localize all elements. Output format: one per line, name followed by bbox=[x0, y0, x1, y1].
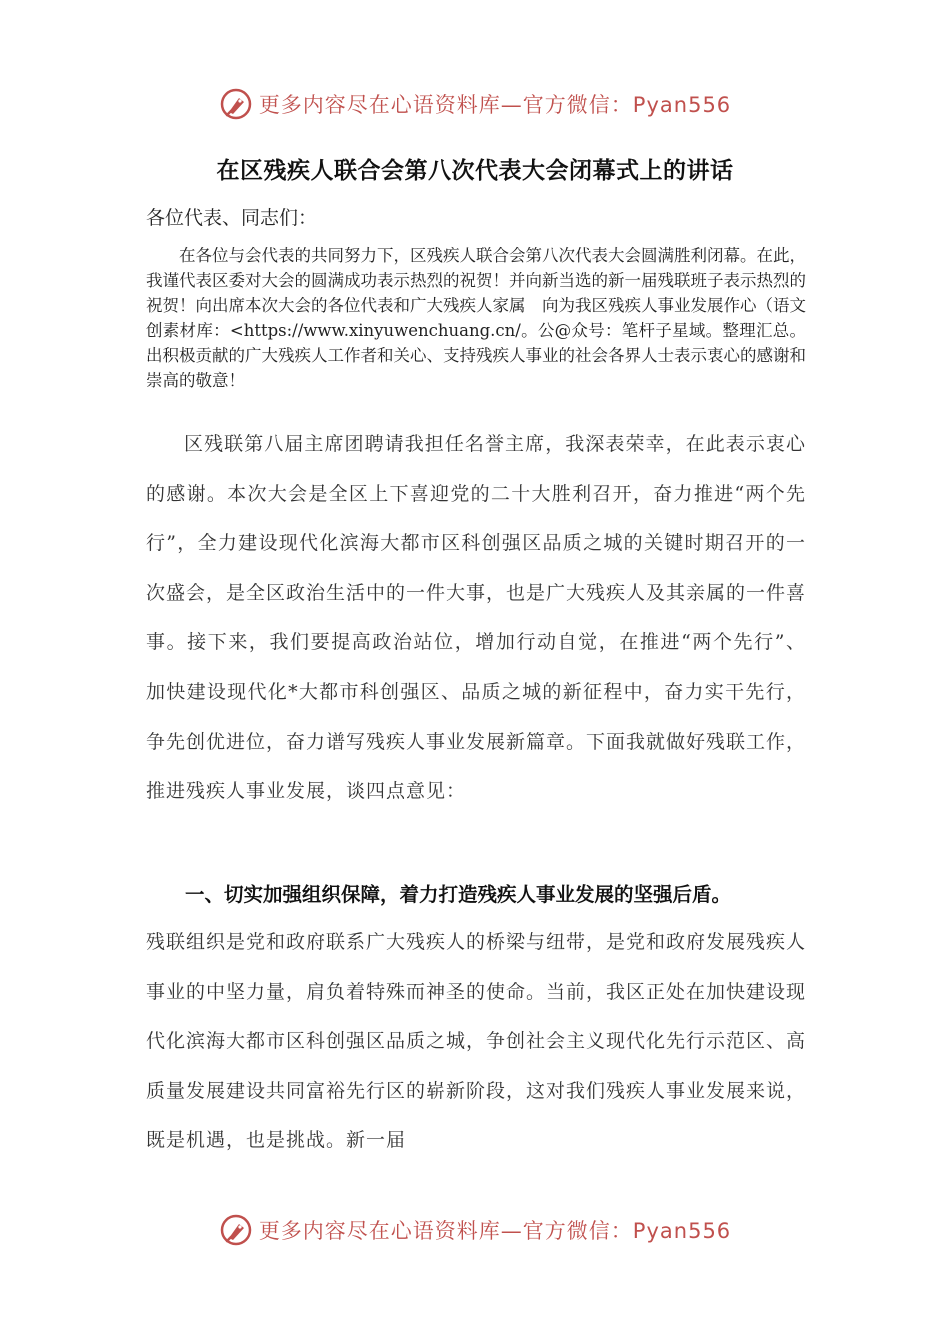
header-banner-text: 更多内容尽在心语资料库—官方微信：Pyan556 bbox=[258, 93, 732, 117]
header-banner bbox=[0, 84, 950, 124]
section-heading-1: 一、切实加强组织保障，着力打造残疾人事业发展的坚强后盾。 bbox=[185, 883, 732, 906]
pen-nib-logo-icon bbox=[219, 87, 253, 121]
salutation: 各位代表、同志们： bbox=[146, 207, 318, 229]
paragraph-2: 区残联第八届主席团聘请我担任名誉主席，我深表荣幸，在此表示衷心的感谢。本次大会是全区上下喜迎党的二十大胜利召开，奋力推进“两个先行”，全力建设现代化滨海大都市区科创强区品质之城的关键时期召开的一次盛会，是全区政治生活中的一件大事，也是广大残疾人及其亲属的一件喜事。接下来，我们要提高政治站位，增加行动自觉，在推进“两个先行”、加快建设现代化*大都市科创强区、品质之城的新征程中，奋力实干先行，争先创优进位，奋力谱写残疾人事业发展新篇章。下面我就做好残联工作，推进残疾人事业发展，谈四点意见： bbox=[146, 433, 807, 803]
paragraph-1: 在各位与会代表的共同努力下，区残疾人联合会第八次代表大会圆满胜利闭幕。在此，我谨代表区委对大会的圆满成功表示热烈的祝贺！并向新当选的新一届残联班子表示热烈的祝贺！向出席本次大会的各位代表和广大残疾人家属 向为我区残疾人事业发展作心（语文创素材库：<https://www.xinyuwenchuang.cn/。公@众号：笔杆子星域。整理汇总。出积极贡献的广大残疾人工作者和关心、支持残疾人事业的社会各界人士表示衷心的感谢和崇高的敬意！ bbox=[146, 246, 806, 390]
pen-nib-logo-icon bbox=[219, 1213, 253, 1247]
footer-banner-text: 更多内容尽在心语资料库—官方微信：Pyan556 bbox=[258, 1219, 732, 1243]
paragraph-3: 残联组织是党和政府联系广大残疾人的桥梁与纽带，是党和政府发展残疾人事业的中坚力量，肩负着特殊而神圣的使命。当前，我区正处在加快建设现代化滨海大都市区科创强区品质之城，争创社会主义现代化先行示范区、高质量发展建设共同富裕先行区的崭新阶段，这对我们残疾人事业发展来说，既是机遇，也是挑战。新一届 bbox=[146, 931, 807, 1152]
page-title: 在区残疾人联合会第八次代表大会闭幕式上的讲话 bbox=[216, 157, 734, 184]
footer-banner bbox=[0, 1210, 950, 1250]
